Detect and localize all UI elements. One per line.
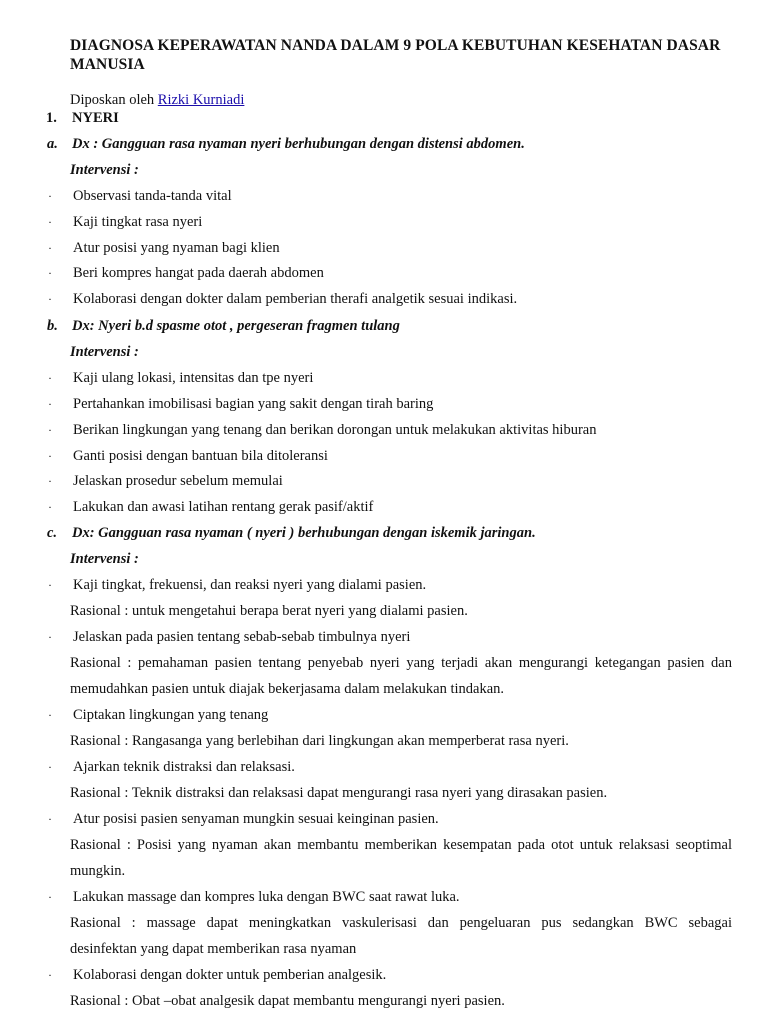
rationale-text: memudahkan pasien untuk diajak bekerjasama dalam melakukan tindakan. <box>70 681 505 697</box>
list-item <box>0 420 768 440</box>
list-item <box>0 368 768 388</box>
bullet: · <box>48 890 52 904</box>
list-item-text: Observasi tanda-tanda vital <box>73 188 232 204</box>
list-item-text: Kaji ulang lokasi, intensitas dan tpe nyeri <box>73 370 314 386</box>
list-item <box>0 212 768 232</box>
list-item <box>0 238 768 258</box>
list-item-text: Berikan lingkungan yang tenang dan berikan dorongan untuk melakukan aktivitas hiburan <box>73 422 597 438</box>
rationale-line <box>0 939 768 959</box>
rationale-text: Rasional : Posisi yang nyaman akan membantu memberikan kesempatan pada otot untuk relaksasi seoptimal <box>70 837 732 853</box>
rationale-text: Rasional : pemahaman pasien tentang penyebab nyeri yang terjadi akan mengurangi ketegangan pasien dan <box>70 655 732 671</box>
rationale-line <box>0 653 768 673</box>
bullet: · <box>48 215 52 229</box>
rationale-line <box>0 679 768 699</box>
bullet: · <box>48 630 52 644</box>
bullet: · <box>48 423 52 437</box>
list-item-text: Beri kompres hangat pada daerah abdomen <box>73 265 324 281</box>
bullet: · <box>48 708 52 722</box>
list-item <box>0 575 768 595</box>
intervensi-heading <box>0 342 768 362</box>
diagnosis-letter: a. <box>47 136 58 152</box>
rationale-line <box>0 835 768 855</box>
diagnosis-heading <box>0 316 768 336</box>
diagnosis-letter: b. <box>47 318 58 334</box>
rationale-line <box>0 913 768 933</box>
intervensi-heading <box>0 549 768 569</box>
list-item <box>0 186 768 206</box>
list-item-text: Atur posisi pasien senyaman mungkin sesuai keinginan pasien. <box>73 811 439 827</box>
list-item-text: Ajarkan teknik distraksi dan relaksasi. <box>73 759 295 775</box>
rationale-text: Rasional : massage dapat meningkatkan vaskulerisasi dan pengeluaran pus sedangkan BWC sebagai <box>70 915 732 931</box>
list-item-text: Jelaskan prosedur sebelum memulai <box>73 473 283 489</box>
rationale-line <box>0 861 768 881</box>
list-item <box>0 471 768 491</box>
list-item <box>0 809 768 829</box>
rationale-line <box>0 783 768 803</box>
list-item <box>0 627 768 647</box>
list-item <box>0 289 768 309</box>
rationale-line <box>0 991 768 1011</box>
list-item-text: Ciptakan lingkungan yang tenang <box>73 707 269 723</box>
intervensi-label: Intervensi : <box>70 551 139 567</box>
section-number: 1. <box>46 110 57 126</box>
section-title: NYERI <box>72 110 119 126</box>
list-item-text: Kaji tingkat, frekuensi, dan reaksi nyeri yang dialami pasien. <box>73 577 427 593</box>
byline-prefix: Diposkan oleh <box>70 92 158 108</box>
bullet: · <box>48 266 52 280</box>
list-item-text: Jelaskan pada pasien tentang sebab-sebab timbulnya nyeri <box>73 629 411 645</box>
rationale-text: mungkin. <box>70 863 126 879</box>
list-item-text: Lakukan massage dan kompres luka dengan BWC saat rawat luka. <box>73 889 460 905</box>
list-item <box>0 497 768 517</box>
list-item-text: Atur posisi yang nyaman bagi klien <box>73 240 280 256</box>
list-item-text: Lakukan dan awasi latihan rentang gerak pasif/aktif <box>73 499 374 515</box>
list-item <box>0 263 768 283</box>
rationale-text: Rasional : Obat –obat analgesik dapat membantu mengurangi nyeri pasien. <box>70 993 505 1009</box>
list-item-text: Kaji tingkat rasa nyeri <box>73 214 203 230</box>
rationale-text: Rasional : Rangasanga yang berlebihan dari lingkungan akan memperberat rasa nyeri. <box>70 733 569 749</box>
list-item <box>0 705 768 725</box>
list-item-text: Ganti posisi dengan bantuan bila ditoleransi <box>73 448 328 464</box>
list-item-text: Kolaborasi dengan dokter dalam pemberian therafi analgetik sesuai indikasi. <box>73 291 518 307</box>
bullet: · <box>48 968 52 982</box>
list-item <box>0 394 768 414</box>
bullet: · <box>48 812 52 826</box>
diagnosis-text: Dx : Gangguan rasa nyaman nyeri berhubungan dengan distensi abdomen. <box>72 136 525 152</box>
diagnosis-letter: c. <box>47 525 58 541</box>
list-item <box>0 757 768 777</box>
bullet: · <box>48 397 52 411</box>
bullet: · <box>48 371 52 385</box>
bullet: · <box>48 760 52 774</box>
list-item <box>0 887 768 907</box>
rationale-line <box>0 601 768 621</box>
rationale-text: Rasional : Teknik distraksi dan relaksasi dapat mengurangi rasa nyeri yang dirasakan pasien. <box>70 785 608 801</box>
bullet: · <box>48 189 52 203</box>
bullet: · <box>48 578 52 592</box>
author-link[interactable]: Rizki Kurniadi <box>157 92 245 108</box>
intervensi-label: Intervensi : <box>70 344 139 360</box>
intervensi-heading <box>0 160 768 180</box>
diagnosis-heading <box>0 523 768 543</box>
diagnosis-text: Dx: Gangguan rasa nyaman ( nyeri ) berhubungan dengan iskemik jaringan. <box>72 525 536 541</box>
byline <box>70 92 244 109</box>
diagnosis-heading <box>0 134 768 154</box>
diagnosis-text: Dx: Nyeri b.d spasme otot , pergeseran fragmen tulang <box>72 318 400 334</box>
list-item-text: Kolaborasi dengan dokter untuk pemberian analgesik. <box>73 967 387 983</box>
rationale-text: desinfektan yang dapat memberikan rasa nyaman <box>70 941 357 957</box>
intervensi-label: Intervensi : <box>70 162 139 178</box>
section-heading <box>0 108 768 128</box>
document-title: DIAGNOSA KEPERAWATAN NANDA DALAM 9 POLA KEBUTUHAN KESEHATAN DASAR MANUSIA <box>70 37 721 73</box>
bullet: · <box>48 449 52 463</box>
list-item <box>0 965 768 985</box>
bullet: · <box>48 241 52 255</box>
bullet: · <box>48 474 52 488</box>
bullet: · <box>48 292 52 306</box>
rationale-line <box>0 731 768 751</box>
list-item <box>0 446 768 466</box>
bullet: · <box>48 500 52 514</box>
rationale-text: Rasional : untuk mengetahui berapa berat nyeri yang dialami pasien. <box>70 603 468 619</box>
list-item-text: Pertahankan imobilisasi bagian yang sakit dengan tirah baring <box>73 396 434 412</box>
